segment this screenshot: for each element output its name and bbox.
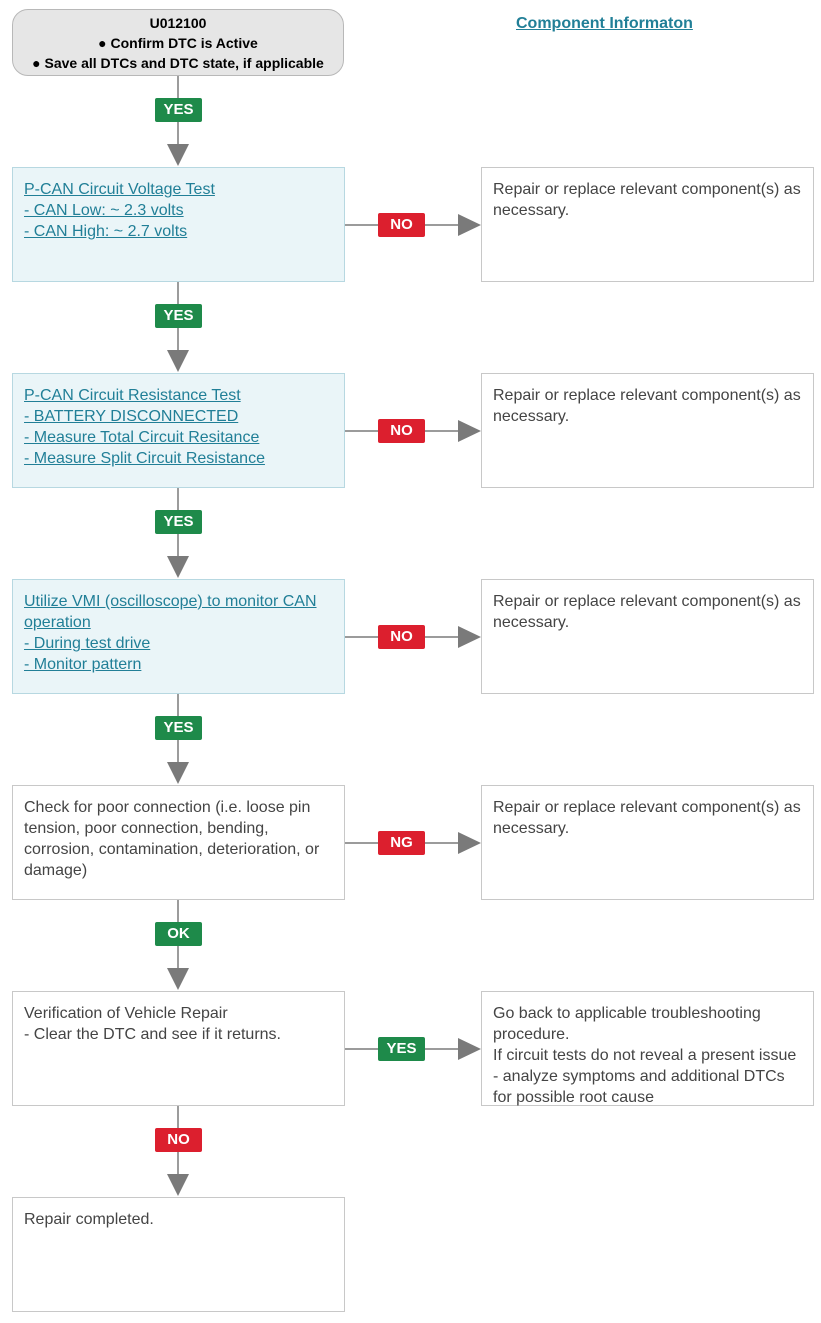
repair-completed-text: Repair completed. <box>24 1211 154 1228</box>
oscilloscope-link[interactable]: Utilize VMI (oscilloscope) to monitor CAN operation <box>24 593 317 631</box>
resistance-test-step <box>12 373 345 488</box>
arrowhead-down <box>167 1174 189 1196</box>
component-information-link[interactable]: Component Informaton <box>516 15 693 32</box>
repair-replace-text: Repair or replace relevant component(s) as necessary. <box>493 593 801 631</box>
poor-connection-text: Check for poor connection (i.e. loose pin tension, poor connection, bending, corrosion, contamination, deterioration, or damage) <box>24 799 320 879</box>
no-label: NO <box>155 1128 202 1152</box>
voltage-test-link[interactable]: P-CAN Circuit Voltage Test <box>24 181 215 198</box>
monitor-pattern-link[interactable]: - Monitor pattern <box>24 656 142 673</box>
verification-step <box>12 991 345 1106</box>
split-resistance-link[interactable]: - Measure Split Circuit Resistance <box>24 450 265 467</box>
poor-connection-step <box>12 785 345 900</box>
no-label: NO <box>378 213 425 237</box>
oscilloscope-step <box>12 579 345 694</box>
arrowhead-right <box>458 626 481 648</box>
yes-label: YES <box>155 510 202 534</box>
yes-label: YES <box>155 716 202 740</box>
battery-disconnected-link[interactable]: - BATTERY DISCONNECTED <box>24 408 239 425</box>
resistance-test-link[interactable]: P-CAN Circuit Resistance Test <box>24 387 241 404</box>
repair-replace-box <box>481 785 814 900</box>
repair-replace-box <box>481 167 814 282</box>
ng-label: NG <box>378 831 425 855</box>
dtc-code: U012100 <box>149 15 207 31</box>
repair-replace-text: Repair or replace relevant component(s) as necessary. <box>493 799 801 837</box>
start-node <box>12 9 344 76</box>
can-low-link[interactable]: - CAN Low: ~ 2.3 volts <box>24 202 184 219</box>
arrowhead-down <box>167 762 189 784</box>
start-item: ● Save all DTCs and DTC state, if applicable <box>32 55 324 71</box>
go-back-text: Go back to applicable troubleshooting procedure. <box>493 1005 761 1043</box>
arrowhead-down <box>167 968 189 990</box>
start-item: ● Confirm DTC is Active <box>98 35 258 51</box>
total-resistance-link[interactable]: - Measure Total Circuit Resitance <box>24 429 260 446</box>
ok-label: OK <box>155 922 202 946</box>
can-high-link[interactable]: - CAN High: ~ 2.7 volts <box>24 223 188 240</box>
go-back-box <box>481 991 814 1106</box>
yes-label: YES <box>155 304 202 328</box>
arrowhead-right <box>458 1038 481 1060</box>
test-drive-link[interactable]: - During test drive <box>24 635 151 652</box>
arrowhead-right <box>458 832 481 854</box>
arrowhead-down <box>167 556 189 578</box>
arrowhead-right <box>458 420 481 442</box>
repair-completed-step <box>12 1197 345 1312</box>
voltage-test-step <box>12 167 345 282</box>
repair-replace-box <box>481 579 814 694</box>
repair-replace-box <box>481 373 814 488</box>
repair-replace-text: Repair or replace relevant component(s) as necessary. <box>493 387 801 425</box>
verification-detail: - Clear the DTC and see if it returns. <box>24 1026 281 1043</box>
no-label: NO <box>378 625 425 649</box>
repair-replace-text: Repair or replace relevant component(s) as necessary. <box>493 181 801 219</box>
no-label: NO <box>378 419 425 443</box>
arrowhead-down <box>167 350 189 372</box>
arrowhead-down <box>167 144 189 166</box>
yes-label: YES <box>155 98 202 122</box>
verification-title: Verification of Vehicle Repair <box>24 1005 228 1022</box>
yes-label: YES <box>378 1037 425 1061</box>
arrowhead-right <box>458 214 481 236</box>
root-cause-text: If circuit tests do not reveal a present issue - analyze symptoms and additional DTCs for possible root cause <box>493 1047 797 1106</box>
